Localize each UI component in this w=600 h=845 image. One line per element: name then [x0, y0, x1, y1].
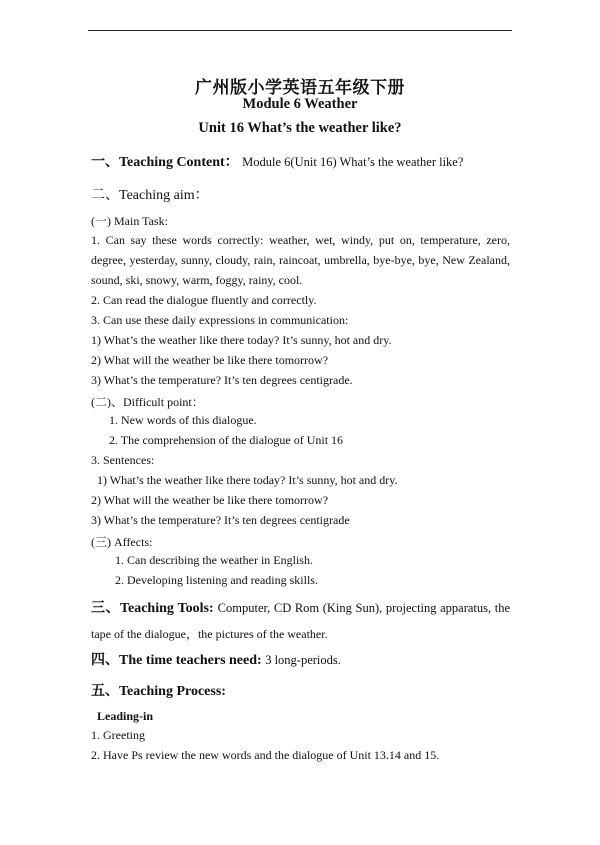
time-needed-value: 3 long-periods.: [265, 653, 341, 667]
teaching-tools-value: Computer, CD Rom (King Sun), projecting apparatus, the: [217, 601, 511, 615]
teaching-tools-line1: [91, 597, 510, 617]
sentence-2: 2) What will the weather be like there tomorrow?: [91, 493, 329, 507]
affects-item2: 2. Developing listening and reading skills.: [115, 573, 318, 587]
leading-in-item2: 2. Have Ps review the new words and the dialogue of Unit 13.14 and 15.: [91, 748, 440, 762]
document-title-cn: 广州版小学英语五年级下册: [195, 78, 405, 98]
affects-item1: 1. Can describing the weather in English.: [115, 553, 313, 567]
main-task-item1-line2: degree, yesterday, sunny, cloudy, rain, raincoat, umbrella, bye-bye, bye, New Zealand,: [91, 253, 510, 267]
difficult-point-item1: 1. New words of this dialogue.: [109, 413, 257, 427]
unit-title: Unit 16 What’s the weather like?: [198, 120, 402, 136]
sentence-1: 1) What’s the weather like there today? It’s sunny, hot and dry.: [97, 473, 398, 487]
leading-in-item1: 1. Greeting: [91, 728, 145, 742]
difficult-point-heading: (二)、Difficult point：: [91, 395, 204, 409]
teaching-content-value: Module 6(Unit 16) What’s the weather like?: [242, 155, 464, 169]
section-number: 三、: [91, 601, 120, 616]
main-task-item2: 2. Can read the dialogue fluently and correctly.: [91, 293, 317, 307]
expression-1: 1) What’s the weather like there today? It’s sunny, hot and dry.: [91, 333, 392, 347]
expression-2: 2) What will the weather be like there tomorrow?: [91, 353, 329, 367]
main-task-item1-line1: 1. Can say these words correctly: weather, wet, windy, put on, temperature, zero,: [91, 233, 510, 247]
main-task-item3: 3. Can use these daily expressions in communication:: [91, 313, 349, 327]
expression-3: 3) What’s the temperature? It’s ten degrees centigrade.: [91, 373, 353, 387]
teaching-content-line: [91, 151, 463, 171]
teaching-tools-line2: tape of the dialogue，the pictures of the weather.: [91, 627, 328, 641]
header-rule: [88, 30, 512, 31]
teaching-process-line: [91, 680, 226, 700]
sentence-3: 3) What’s the temperature? It’s ten degrees centigrade: [91, 513, 350, 527]
sentences-heading: 3. Sentences:: [91, 453, 155, 467]
difficult-point-item2: 2. The comprehension of the dialogue of Unit 16: [109, 433, 344, 447]
section-number: 五、: [91, 684, 119, 699]
main-task-heading: (一) Main Task:: [91, 214, 168, 228]
teaching-tools-label: Teaching Tools:: [119, 601, 214, 616]
teaching-process-label: Teaching Process:: [119, 684, 226, 699]
teaching-content-label: Teaching Content：: [119, 155, 239, 170]
time-needed-label: The time teachers need:: [119, 653, 262, 668]
module-title: Module 6 Weather: [242, 96, 358, 112]
time-needed-line: [91, 649, 341, 669]
leading-in-heading: Leading-in: [97, 709, 154, 723]
section-number: 一、: [91, 155, 119, 170]
section-number: 四、: [91, 653, 119, 668]
teaching-aim-heading: 二、Teaching aim：: [91, 188, 209, 203]
affects-heading: (三) Affects:: [91, 535, 153, 549]
main-task-item1-line3: sound, ski, snowy, warm, foggy, rainy, cool.: [91, 273, 303, 287]
